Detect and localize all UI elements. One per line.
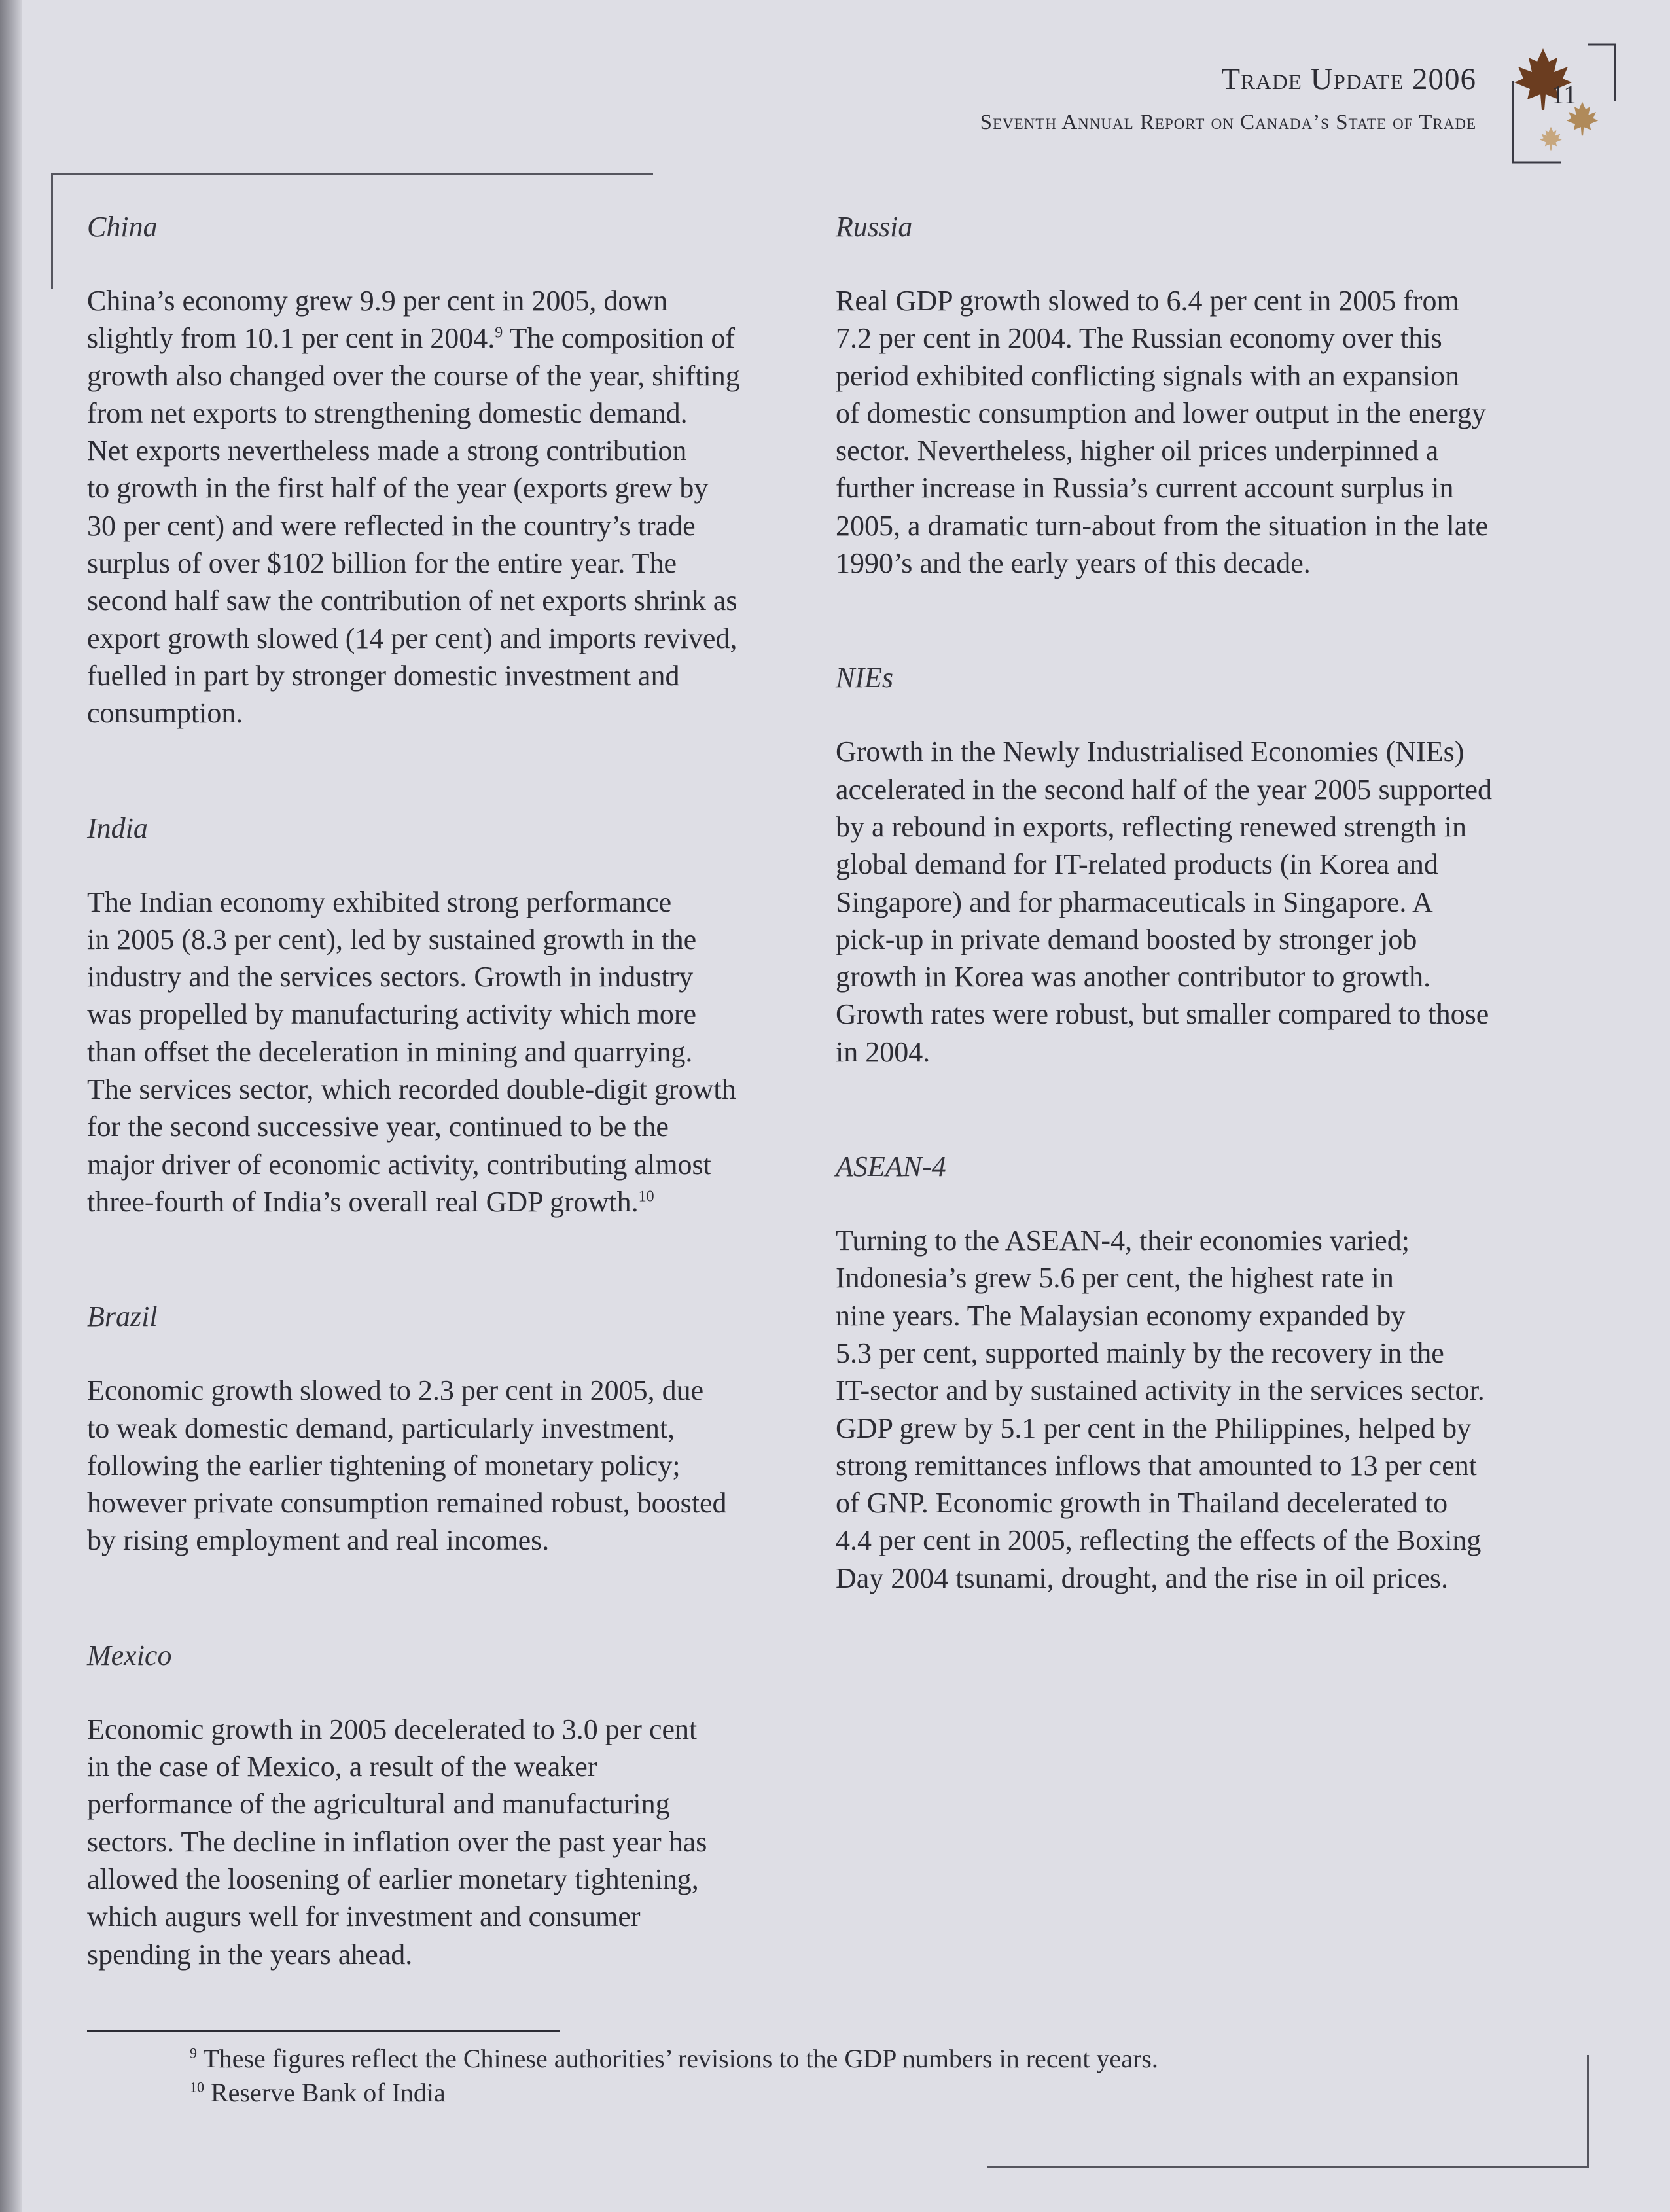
section-title: NIEs (836, 662, 893, 694)
corner-rule (1587, 2055, 1589, 2167)
section-asean-4 (836, 1148, 1562, 1597)
corner-rule (51, 173, 53, 289)
section-body (87, 883, 813, 1221)
maple-leaf-tiny (1540, 127, 1561, 151)
section-title: Mexico (87, 1639, 172, 1671)
corner-rule (987, 2166, 1589, 2168)
footnote-number: 10 (190, 2078, 204, 2096)
section-body: Turning to the ASEAN-4, their economies varied; Indonesia’s grew 5.6 per cent, the highest rate in nine years. The Malaysian economy expanded by 5.3 per cent, supported mainly by the recovery in the IT-sector and by sustained activity in the services sector. GDP grew by 5.1 per cent in the Philippines, helped by strong remittances inflows that amounted to 13 per cent of GNP. Economic growth in Thailand decelerated to 4.4 per cent in 2005, reflecting the effects of the Boxing Day 2004 tsunami, drought, and the rise in oil prices. (836, 1224, 1485, 1594)
body-line: growth also changed over the course of the year, shifting (87, 359, 740, 392)
footnote-number: 9 (190, 2044, 197, 2061)
footnote-rule (87, 2030, 560, 2032)
page-number: 11 (1551, 80, 1577, 109)
left-column (87, 208, 813, 2050)
body-line: fuelled in part by stronger domestic investment and (87, 659, 680, 692)
body-line: Net exports nevertheless made a strong contribution (87, 435, 687, 467)
body-line: slightly from 10.1 per cent in 2004. (87, 322, 495, 355)
section-body: Economic growth in 2005 decelerated to 3.0 per cent in the case of Mexico, a result of the weaker performance of the agricultural and manufacturing sectors. The decline in inflation over the past year has allowed the loosening of earlier monetary tightening, which augurs well for investment and consumer spending in the years ahead. (87, 1713, 707, 1971)
footnotes (190, 2042, 1158, 2110)
footnote-ref[interactable]: 10 (638, 1188, 654, 1205)
body-line: consumption. (87, 697, 243, 730)
section-body: Real GDP growth slowed to 6.4 per cent in 2005 from 7.2 per cent in 2004. The Russian economy over this period exhibited conflicting signals with an expansion of domestic consumption and lower output in the energy sector. Nevertheless, higher oil prices underpinned a further increase in Russia’s current account surplus in 2005, a dramatic turn-about from the situation in the late 1990’s and the early years of this decade. (836, 285, 1489, 580)
body-line: 30 per cent) and were reflected in the country’s trade (87, 509, 696, 542)
report-title: Trade Update 2006 (1221, 62, 1476, 96)
footnote-text: These figures reflect the Chinese authorities’ revisions to the GDP numbers in recent years. (197, 2044, 1158, 2073)
logo-frame (1588, 45, 1615, 101)
section-india (87, 810, 813, 1221)
section-title: Brazil (87, 1300, 158, 1333)
footnote (190, 2042, 1158, 2076)
section-title: Russia (836, 211, 913, 243)
footnote (190, 2076, 1158, 2110)
section-title: ASEAN-4 (836, 1151, 946, 1183)
section-body: Growth in the Newly Industrialised Economies (NIEs) accelerated in the second half of the year 2005 supported by a rebound in exports, reflecting renewed strength in global demand for IT-related products (in Korea and Singapore) and for pharmaceuticals in Singapore. A pick-up in private demand boosted by stronger job growth in Korea was another contributor to growth. Growth rates were robust, but smaller compared to those in 2004. (836, 736, 1493, 1068)
body-line: second half saw the contribution of net exports shrink as (87, 584, 737, 617)
footnote-text: Reserve Bank of India (204, 2078, 446, 2107)
section-nies (836, 659, 1562, 1071)
section-brazil (87, 1298, 813, 1559)
report-subtitle: Seventh Annual Report on Canada’s State of Trade (980, 111, 1476, 134)
footnote-ref[interactable]: 9 (495, 324, 503, 342)
section-china (87, 208, 813, 732)
book-spine-shadow (0, 0, 22, 2212)
body-line: The composition of (503, 322, 736, 355)
section-body (87, 282, 813, 732)
body-text: The Indian economy exhibited strong performance in 2005 (8.3 per cent), led by sustained growth in the industry and the services sectors. Growth in industry was propelled by manufacturing activity which more than offset the deceleration in mining and quarrying. The services sector, which recorded double-digit growth for the second successive year, continued to be the major driver of economic activity, contributing almost three-fourth of India’s overall real GDP growth. (87, 885, 736, 1218)
body-line: export growth slowed (14 per cent) and imports revived, (87, 622, 737, 654)
section-title: India (87, 812, 148, 844)
section-russia (836, 208, 1562, 582)
section-title: China (87, 211, 158, 243)
section-body: Economic growth slowed to 2.3 per cent in 2005, due to weak domestic demand, particularly investment, following the earlier tightening of monetary policy; however private consumption remained robust, boosted by rising employment and real incomes. (87, 1374, 727, 1557)
corner-rule (51, 173, 653, 175)
body-line: surplus of over $102 billion for the entire year. The (87, 547, 677, 580)
body-line: from net exports to strengthening domestic demand. (87, 397, 688, 429)
body-line: to growth in the first half of the year (exports grew by (87, 472, 709, 505)
section-mexico (87, 1637, 813, 1973)
running-head (980, 64, 1476, 134)
maple-leaf-icon (1509, 41, 1619, 166)
body-line: China’s economy grew 9.9 per cent in 2005, down (87, 285, 668, 317)
right-column (836, 208, 1562, 1674)
